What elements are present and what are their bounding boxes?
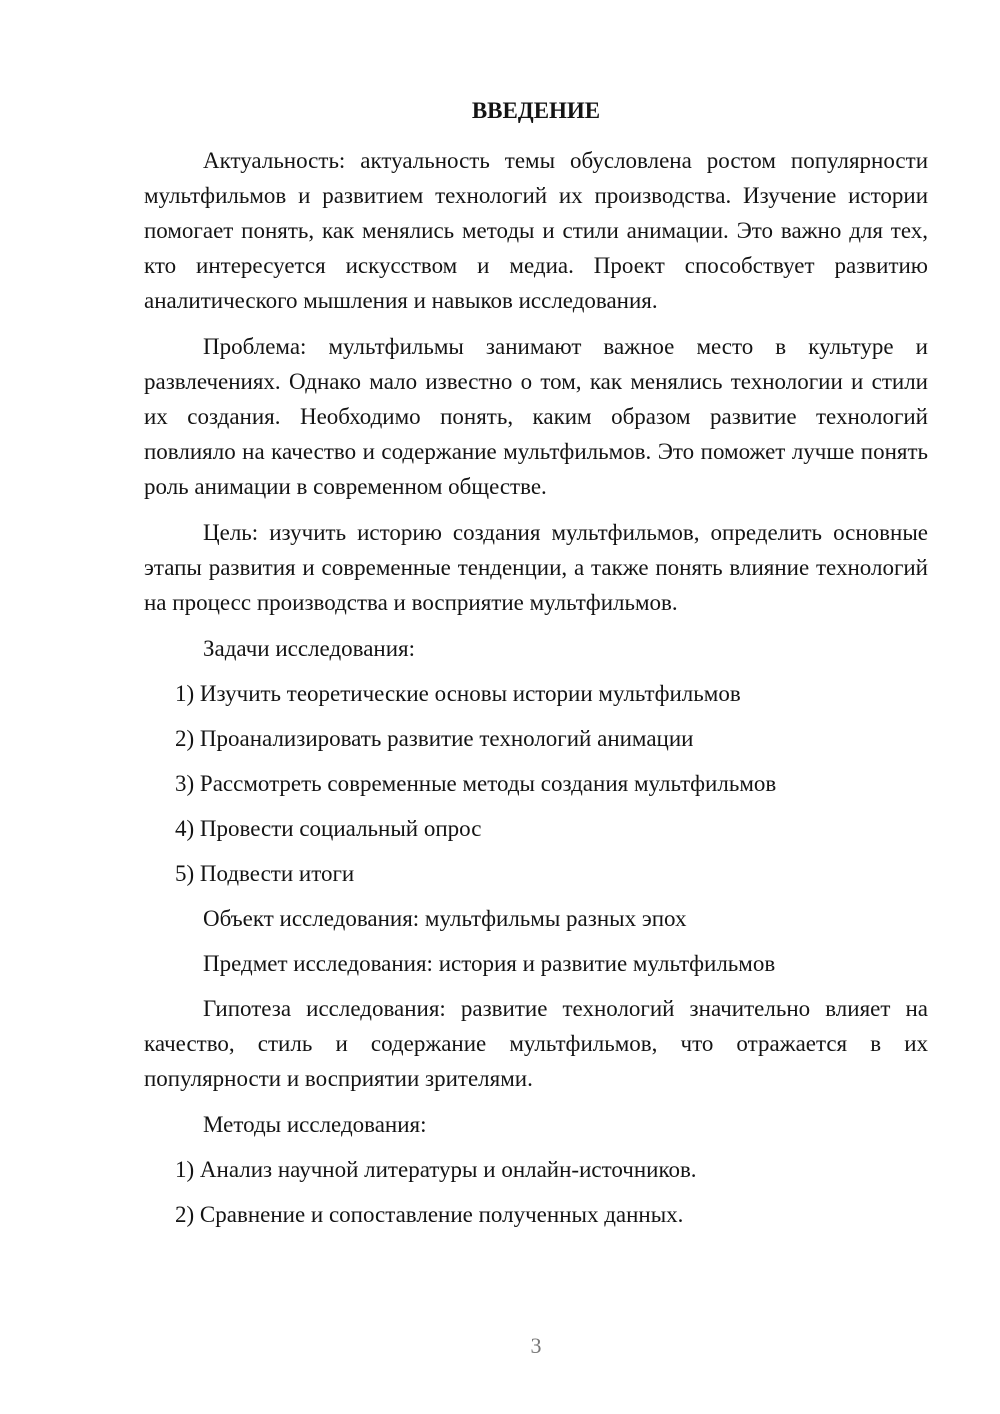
list-item: 1) Изучить теоретические основы истории мультфильмов bbox=[175, 681, 741, 706]
page-number: 3 bbox=[530, 1333, 542, 1358]
list-item: 4) Провести социальный опрос bbox=[175, 816, 482, 841]
goal-paragraph: Цель: изучить историю создания мультфильмов, определить основные этапы развития и современные тенденции, а также понять влияние технологий на процесс производства и восприятие мультфильмов. bbox=[144, 520, 928, 615]
list-item: 2) Сравнение и сопоставление полученных данных. bbox=[175, 1202, 684, 1227]
page-title: ВВЕДЕНИЕ bbox=[471, 98, 601, 123]
object-paragraph: Объект исследования: мультфильмы разных эпох bbox=[203, 906, 687, 931]
problem-paragraph: Проблема: мультфильмы занимают важное место в культуре и развлечениях. Однако мало известно о том, как менялись технологии и стили их создания. Необходимо понять, каким образом развитие технологий повлияло на качество и содержание мультфильмов. Это поможет лучше понять роль анимации в современном обществе. bbox=[144, 334, 928, 499]
tasks-list bbox=[144, 676, 928, 891]
methods-heading: Методы исследования: bbox=[203, 1112, 427, 1137]
relevance-paragraph: Актуальность: актуальность темы обусловлена ростом популярности мультфильмов и развитием технологий их производства. Изучение истории помогает понять, как менялись методы и стили анимации. Это важно для тех, кто интересуется искусством и медиа. Проект способствует развитию аналитического мышления и навыков исследования. bbox=[144, 148, 928, 313]
list-item: 2) Проанализировать развитие технологий анимации bbox=[175, 726, 694, 751]
tasks-heading: Задачи исследования: bbox=[203, 636, 416, 661]
hypothesis-paragraph: Гипотеза исследования: развитие технологий значительно влияет на качество, стиль и содержание мультфильмов, что отражается в их популярности и восприятии зрителями. bbox=[144, 996, 928, 1091]
page-content bbox=[144, 93, 928, 1242]
methods-list bbox=[144, 1152, 928, 1232]
list-item: 3) Рассмотреть современные методы создания мультфильмов bbox=[175, 771, 777, 796]
subject-paragraph: Предмет исследования: история и развитие мультфильмов bbox=[203, 951, 776, 976]
list-item: 1) Анализ научной литературы и онлайн-источников. bbox=[175, 1157, 697, 1182]
list-item: 5) Подвести итоги bbox=[175, 861, 355, 886]
